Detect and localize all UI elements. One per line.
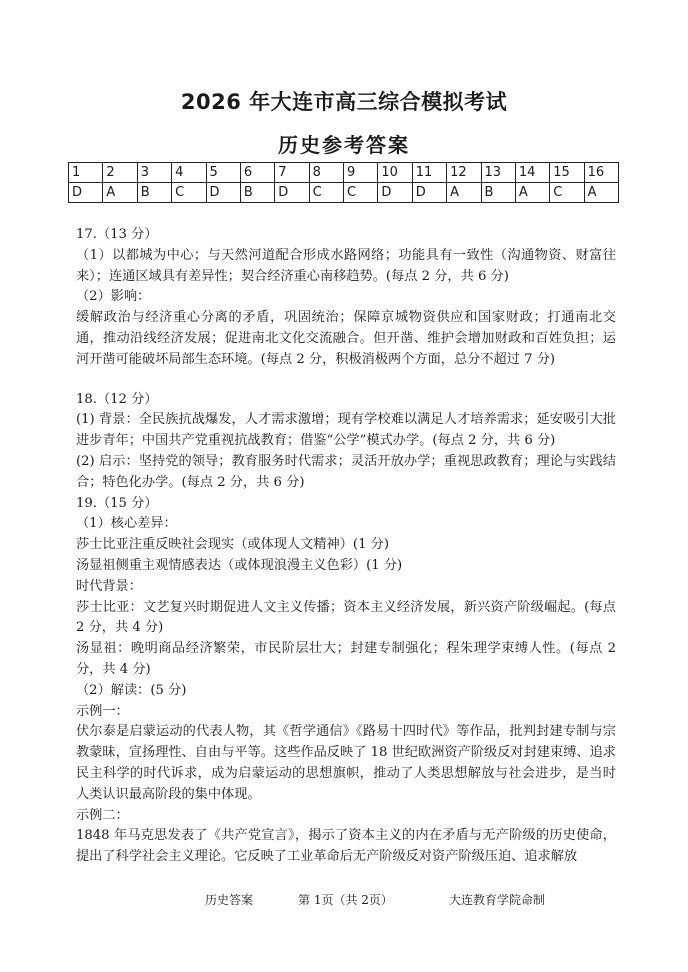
q17-part2: 缓解政治与经济重心分离的矛盾，巩固统治；保障京城物资供应和国家财政；打通南北交通，推动沿线经济发展；促进南北文化交流融合。但开凿、维护会增加财政和百姓负担；运河开凿可能破坏局部生态环境。(每点 2 分，积极消极两个方面，总分不超过 7 分) (76, 310, 616, 367)
q19-core-1: 莎士比亚注重反映社会现实（或体现人文精神）(1 分) (76, 537, 389, 553)
page-title: 2026 年大连市高三综合模拟考试 (180, 90, 508, 114)
q18-part2: (2) 启示：坚持党的领导；教育服务时代需求；灵活开放办学；重视思政教育；理论与实践结合；特色化办学。(每点 2 分，共 6 分) (76, 453, 616, 490)
q18-part1: (1) 背景：全民族抗战爆发，人才需求激增；现有学校难以满足人才培养需求；延安吸引大批进步青年；中国共产党重视抗战教育；借鉴“公学”模式办学。(每点 2 分，共 6 分) (76, 412, 616, 449)
answer-letter-cell: A (515, 183, 549, 203)
q19-core-2: 汤显祖侧重主观情感表达（或体现浪漫主义色彩）(1 分) (76, 557, 403, 573)
page-subtitle: 历史参考答案 (278, 133, 410, 157)
footer-page-number: 第 1页（共 2页） (298, 893, 393, 907)
answer-letter-cell: A (584, 183, 618, 203)
answer-letter-cell: C (550, 183, 584, 203)
footer-subject: 历史答案 (205, 893, 254, 907)
answer-letter-cell: D (412, 183, 446, 203)
question-number-cell: 14 (515, 163, 549, 183)
answer-letter-cell: B (481, 183, 515, 203)
answer-letter-row (69, 183, 619, 203)
answer-letter-cell: D (275, 183, 309, 203)
question-number-cell: 15 (550, 163, 584, 183)
question-number-cell: 7 (275, 163, 309, 183)
q19-heading: 19.（15 分） (76, 495, 158, 511)
question-number-cell: 11 (412, 163, 446, 183)
answer-letter-cell: D (378, 183, 412, 203)
question-number-cell: 12 (447, 163, 481, 183)
q17-heading: 17.（13 分） (76, 227, 158, 242)
question-number-cell: 8 (309, 163, 343, 183)
section-spacer (76, 371, 616, 390)
answer-letter-cell: C (344, 183, 378, 203)
answer-content (76, 225, 616, 868)
q18-heading: 18.（12 分） (76, 391, 158, 407)
q17-part1: （1）以都城为中心；与天然河道配合形成水路网络；功能具有一致性（沟通物资、财富往来）；连通区域具有差异性；契合经济重心南移趋势。(每点 2 分，共 6 分) (76, 247, 616, 284)
answer-letter-cell: D (206, 183, 240, 203)
question-number-cell: 4 (172, 163, 206, 183)
answer-key-table (68, 162, 619, 203)
q19-core-label: （1）核心差异： (76, 516, 177, 532)
q19-example2-label: 示例二： (76, 807, 129, 823)
answer-letter-cell: B (240, 183, 274, 203)
question-number-cell: 13 (481, 163, 515, 183)
question-number-cell: 9 (344, 163, 378, 183)
answer-letter-cell: A (447, 183, 481, 203)
footer-publisher: 大连教育学院命制 (449, 893, 546, 907)
q19-era-1: 莎士比亚：文艺复兴时期促进人文主义传播；资本主义经济发展，新兴资产阶级崛起。(每点 2 分，共 4 分) (76, 599, 616, 636)
q19-example1-label: 示例一： (76, 703, 129, 719)
question-number-cell: 16 (584, 163, 618, 183)
answer-letter-cell: D (69, 183, 103, 203)
question-number-cell: 3 (137, 163, 171, 183)
answer-letter-cell: C (309, 183, 343, 203)
question-number-cell: 6 (240, 163, 274, 183)
question-number-row (69, 163, 619, 183)
question-number-cell: 2 (103, 163, 137, 183)
question-number-cell: 10 (378, 163, 412, 183)
question-number-cell: 5 (206, 163, 240, 183)
answer-letter-cell: A (103, 183, 137, 203)
page-footer (0, 891, 688, 909)
q19-era-label: 时代背景： (76, 578, 142, 594)
q19-interp-label: （2）解读：(5 分) (76, 682, 187, 698)
question-number-cell: 1 (69, 163, 103, 183)
q19-example1: 伏尔泰是启蒙运动的代表人物，其《哲学通信》《路易十四时代》等作品，批判封建专制与宗教蒙昧，宣扬理性、自由与平等。这些作品反映了 18 世纪欧洲资产阶级反对封建束缚、追求民主科学的时代诉求，成为启蒙运动的思想旗帜，推动了人类思想解放与社会进步，是当时人类认识最高阶段的集中体现。 (76, 724, 616, 802)
answer-letter-cell: C (172, 183, 206, 203)
q19-example2: 1848 年马克思发表了《共产党宣言》，揭示了资本主义的内在矛盾与无产阶级的历史使命，提出了科学社会主义理论。它反映了工业革命后无产阶级反对资产阶级压迫、追求解放 (76, 828, 616, 865)
q17-part2-label: （2）影响： (76, 289, 151, 305)
q19-era-2: 汤显祖：晚明商品经济繁荣，市民阶层壮大；封建专制强化；程朱理学束缚人性。(每点 2 分，共 4 分) (76, 641, 616, 677)
answer-letter-cell: B (137, 183, 171, 203)
